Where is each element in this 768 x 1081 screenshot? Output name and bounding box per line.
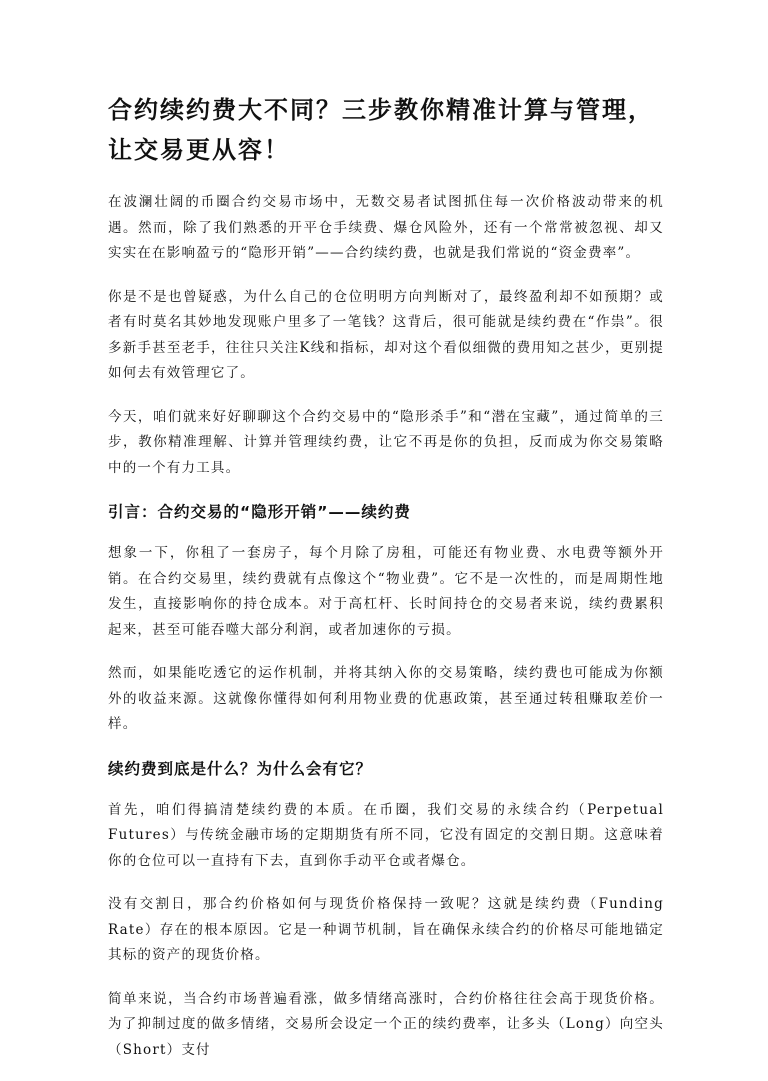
paragraph-perpetual: 首先，咱们得搞清楚续约费的本质。在币圈，我们交易的永续合约（Perpetual Futures）与传统金融市场的定期期货有所不同，它没有固定的交割日期。这意味着你的仓位可以一直持有下去，直到你手动平仓或者爆仓。 [108, 801, 664, 869]
paragraph-funding-rate: 没有交割日，那合约价格如何与现货价格保持一致呢？这就是续约费（Funding Rate）存在的根本原因。它是一种调节机制，旨在确保永续合约的价格尽可能地锚定其标的资产的现货价格。 [108, 896, 664, 963]
paragraph-simple: 简单来说，当合约市场普遍看涨，做多情绪高涨时，合约价格往往会高于现货价格。为了抑制过度的做多情绪，交易所会设定一个正的续约费率，让多头（Long）向空头（Short）支付 [108, 990, 664, 1058]
article [108, 90, 664, 1081]
paragraph-opportunity: 然而，如果能吃透它的运作机制，并将其纳入你的交易策略，续约费也可能成为你额外的收益来源。这就像你懂得如何利用物业费的优惠政策，甚至通过转租赚取差价一样。 [108, 665, 664, 732]
paragraph-intro: 在波澜壮阔的币圈合约交易市场中，无数交易者试图抓住每一次价格波动带来的机遇。然而，除了我们熟悉的开平仓手续费、爆仓风险外，还有一个常常被忽视、却又实实在在影响盈亏的“隐形开销”——合约续约费，也就是我们常说的“资金费率”。 [108, 194, 664, 261]
paragraph-analogy: 想象一下，你租了一套房子，每个月除了房租，可能还有物业费、水电费等额外开销。在合约交易里，续约费就有点像这个“物业费”。它不是一次性的，而是周期性地发生，直接影响你的持仓成本。对于高杠杆、长时间持仓的交易者来说，续约费累积起来，甚至可能吞噬大部分利润，或者加速你的亏损。 [108, 545, 664, 638]
section-heading-what-is: 续约费到底是什么？为什么会有它？ [108, 759, 373, 778]
paragraph-question: 你是不是也曾疑惑，为什么自己的仓位明明方向判断对了，最终盈利却不如预期？或者有时莫名其妙地发现账户里多了一笔钱？这背后，很可能就是续约费在“作祟”。很多新手甚至老手，往往只关注K线和指标，却对这个看似细微的费用知之甚少，更别提如何去有效管理它了。 [108, 288, 664, 381]
section-heading-intro: 引言：合约交易的“隐形开销”——续约费 [108, 503, 411, 521]
article-title: 合约续约费大不同？三步教你精准计算与管理，让交易更从容！ [108, 96, 654, 164]
paragraph-today: 今天，咱们就来好好聊聊这个合约交易中的“隐形杀手”和“潜在宝藏”，通过简单的三步，教你精准理解、计算并管理续约费，让它不再是你的负担，反而成为你交易策略中的一个有力工具。 [108, 408, 664, 476]
